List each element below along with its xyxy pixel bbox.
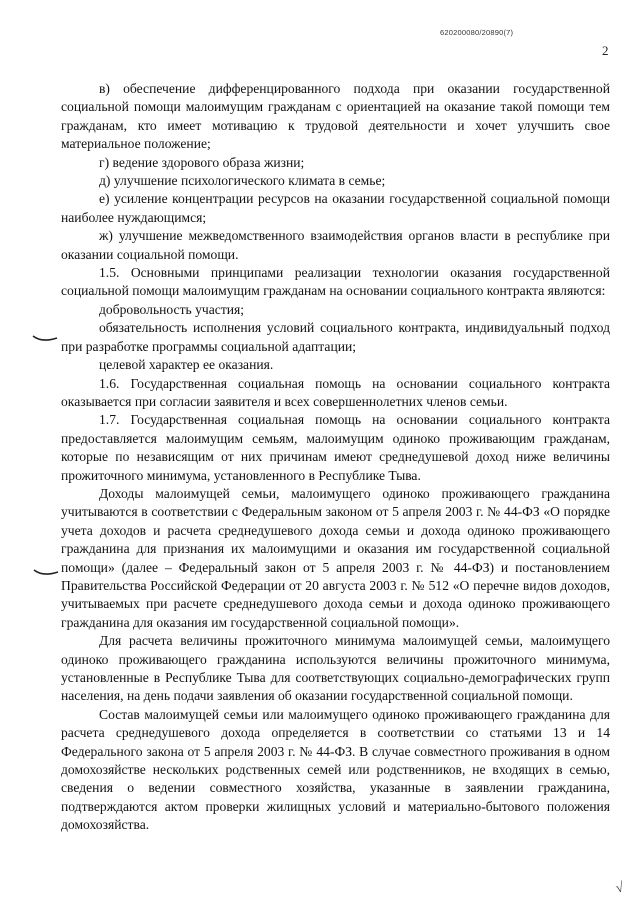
document-body (61, 80, 610, 835)
paragraph-item-zh: ж) улучшение межведомственного взаимодействия органов власти в республике при оказании социальной помощи. (61, 228, 610, 262)
document-id: 620200080/20890(7) (440, 28, 514, 37)
principle-obligation: обязательность исполнения условий социального контракта, индивидуальный подход при разработке программы социальной адаптации; (61, 320, 610, 354)
margin-pen-mark (33, 568, 59, 578)
paragraph-composition: Состав малоимущей семьи или малоимущего одиноко проживающего гражданина для расчета среднедушевого дохода определяется в соответствии со статьями 13 и 14 Федерального закона от 5 апреля 2003 г. № 44-ФЗ. В случае совместного проживания в одном домохозяйстве нескольких родственных семей или родственников, не входящих в семью, сведения о ведении совместного хозяйства, указанные в заявлении гражданина, подтверждаются актом проверки жилищных условий и материально-бытового положения домохозяйства. (61, 706, 610, 833)
paragraph-item-e: е) усиление концентрации ресурсов на оказании государственной социальной помощи наиболее нуждающимся; (61, 191, 610, 225)
paragraph-1-6: 1.6. Государственная социальная помощь на основании социального контракта оказывается при согласии заявителя и всех совершеннолетних членов семьи. (61, 375, 610, 409)
margin-pen-mark (32, 334, 58, 344)
paragraph-1-5: 1.5. Основными принципами реализации технологии оказания государственной социальной помощи малоимущим гражданам на основании социального контракта являются: (61, 265, 610, 299)
paragraph-item-v: в) обеспечение дифференцированного подхода при оказании государственной социальной помощи малоимущим гражданам с ориентацией на оказание такой помощи тем гражданам, кто имеет мотивацию к трудовой деятельности и хочет улучшить свое материальное положение; (61, 81, 610, 152)
paragraph-1-7: 1.7. Государственная социальная помощь на основании социального контракта предоставляется малоимущим семьям, малоимущим одиноко проживающим гражданам, которые по независящим от них причинам имеют среднедушевой доход ниже величины прожиточного минимума, установленного в Республике Тыва. (61, 412, 610, 483)
principle-voluntary: добровольность участия; (99, 301, 245, 317)
paragraph-item-g: г) ведение здорового образа жизни; (99, 154, 305, 170)
paragraph-income: Доходы малоимущей семьи, малоимущего одиноко проживающего гражданина учитываются в соответствии с Федеральным законом от 5 апреля 2003 г. № 44-ФЗ «О порядке учета доходов и расчета среднедушевого дохода семьи и дохода одиноко проживающего гражданина для признания их малоимущими и оказания им государственной социальной помощи» (далее – Федеральный закон от 5 апреля 2003 г. № 44-ФЗ) и постановлением Правительства Российской Федерации от 20 августа 2003 г. № 512 «О перечне видов доходов, учитываемых при расчете среднедушевого дохода семьи и дохода одиноко проживающего гражданина для оказания им государственной социальной помощи». (61, 485, 610, 630)
corner-handwritten-mark: √ (614, 880, 626, 897)
page-number: 2 (602, 43, 609, 58)
paragraph-minimum: Для расчета величины прожиточного минимума малоимущей семьи, малоимущего одиноко проживающего гражданина используются величины прожиточного минимума, установленные в Республике Тыва для соответствующих социально-демографических групп населения, на день подачи заявления об оказании государственной социальной помощи. (61, 633, 610, 704)
paragraph-item-d: д) улучшение психологического климата в семье; (99, 173, 386, 189)
principle-target: целевой характер ее оказания. (99, 357, 274, 373)
